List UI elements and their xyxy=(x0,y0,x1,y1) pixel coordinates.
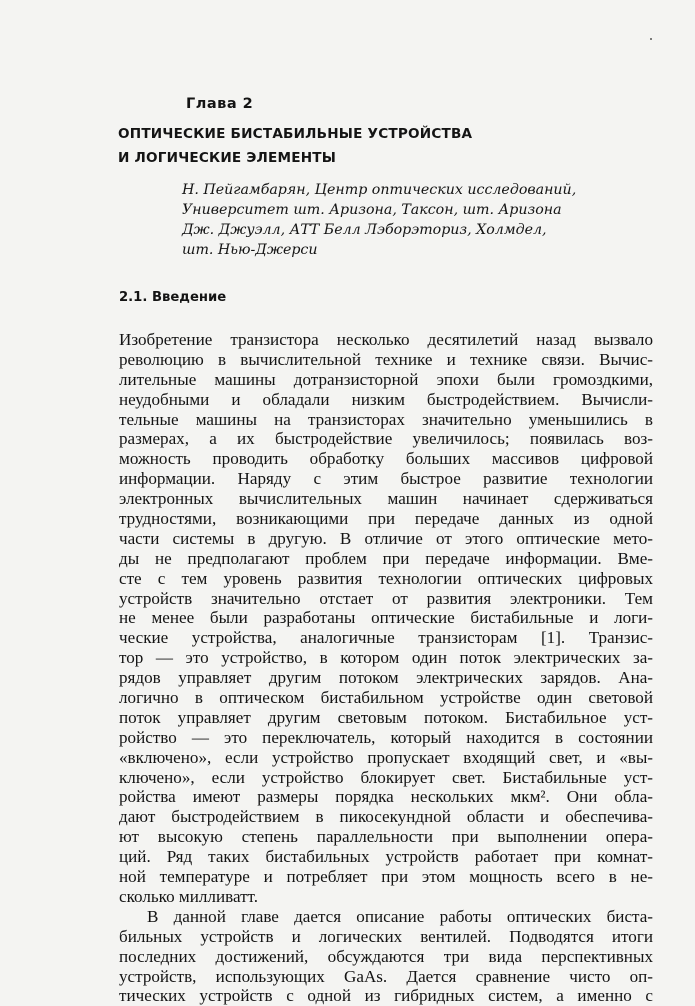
author-line: шт. Нью-Джерси xyxy=(182,242,318,258)
text-line: неудобными и обладали низким быстродействием. Вычисли- xyxy=(119,389,653,409)
text-line: тических устройств с одной из гибридных систем, а именно с xyxy=(119,986,653,1006)
text-line: последних достижений, обсуждаются три вида перспективных xyxy=(119,946,653,966)
chapter-title-line: И ЛОГИЧЕСКИЕ ЭЛЕМЕНТЫ xyxy=(118,150,337,166)
chapter-title-line: ОПТИЧЕСКИЕ БИСТАБИЛЬНЫЕ УСТРОЙСТВА xyxy=(118,126,473,142)
text-line: ческие устройства, аналогичные транзисторам [1]. Транзис- xyxy=(119,628,653,648)
text-line: дают быстродействием в пикосекундной области и обеспечива- xyxy=(119,807,653,827)
chapter-label: Глава 2 xyxy=(186,96,254,112)
paragraph-intro xyxy=(119,330,653,907)
author-line: Н. Пейгамбарян, Центр оптических исследований, xyxy=(182,182,577,198)
text-line: тор — это устройство, в котором один поток электрических за- xyxy=(119,648,653,668)
text-line: рядов управляет другим потоком электрических зарядов. Ана- xyxy=(119,668,653,688)
text-line: поток управляет другим световым потоком. Бистабильное уст- xyxy=(119,707,653,727)
text-line: ций. Ряд таких бистабильных устройств работает при комнат- xyxy=(119,847,653,867)
text-line: ды не предполагают проблем при передаче информации. Вме- xyxy=(119,548,653,568)
paragraph-chapter-overview xyxy=(119,907,653,1006)
text-line: информации. Наряду с этим быстрое развитие технологии xyxy=(119,469,653,489)
text-line: тельные машины на транзисторах значительно уменьшились в xyxy=(119,409,653,429)
text-line: ной температуре и потребляет при этом мощность всего в не- xyxy=(119,867,653,887)
text-line: бильных устройств и логических вентилей. Подводятся итоги xyxy=(119,926,653,946)
text-line: трудностями, возникающими при передаче данных из одной xyxy=(119,509,653,529)
text-line: логично в оптическом бистабильном устройстве один световой xyxy=(119,688,653,708)
text-line: части системы в другую. В отличие от этого оптические мето- xyxy=(119,528,653,548)
text-line: устройств, использующих GaAs. Дается сравнение чисто оп- xyxy=(119,966,653,986)
text-line: ключено», если устройство блокирует свет. Бистабильные уст- xyxy=(119,767,653,787)
text-line: сколько милливатт. xyxy=(119,886,259,906)
chapter-title xyxy=(118,122,638,170)
scan-speck xyxy=(650,38,652,40)
text-line: электронных вычислительных машин начинает сдерживаться xyxy=(119,489,653,509)
text-line: «включено», если устройство пропускает входящий свет, и «вы- xyxy=(119,747,653,767)
text-line: ют высокую степень параллельности при выполнении опера- xyxy=(119,827,653,847)
text-line: сте с тем уровень развития технологии оптических цифровых xyxy=(119,568,653,588)
text-line: можность проводить обработку больших массивов цифровой xyxy=(119,449,653,469)
text-line: В данной главе дается описание работы оптических биста- xyxy=(147,906,653,926)
text-line: революцию в вычислительной технике и технике связи. Вычис- xyxy=(119,349,653,369)
text-line: устройств значительно отстает от развития электроники. Тем xyxy=(119,588,653,608)
body-text xyxy=(119,330,653,1006)
text-line: ройства имеют размеры порядка нескольких мкм². Они обла- xyxy=(119,787,653,807)
author-affiliations xyxy=(182,180,652,260)
text-line: ройство — это переключатель, который находится в состоянии xyxy=(119,727,653,747)
text-line: лительные машины дотранзисторной эпохи были громоздкими, xyxy=(119,369,653,389)
section-heading: 2.1. Введение xyxy=(119,290,227,305)
text-line: Изобретение транзистора несколько десятилетий назад вызвало xyxy=(119,330,653,349)
text-line: размерах, а их быстродействие увеличилось; появилась воз- xyxy=(119,429,653,449)
author-line: Университет шт. Аризона, Таксон, шт. Аризона xyxy=(182,202,562,218)
text-line: не менее были разработаны оптические бистабильные и логи- xyxy=(119,608,653,628)
author-line: Дж. Джуэлл, АТТ Белл Лэборэториз, Холмдел, xyxy=(182,222,547,238)
